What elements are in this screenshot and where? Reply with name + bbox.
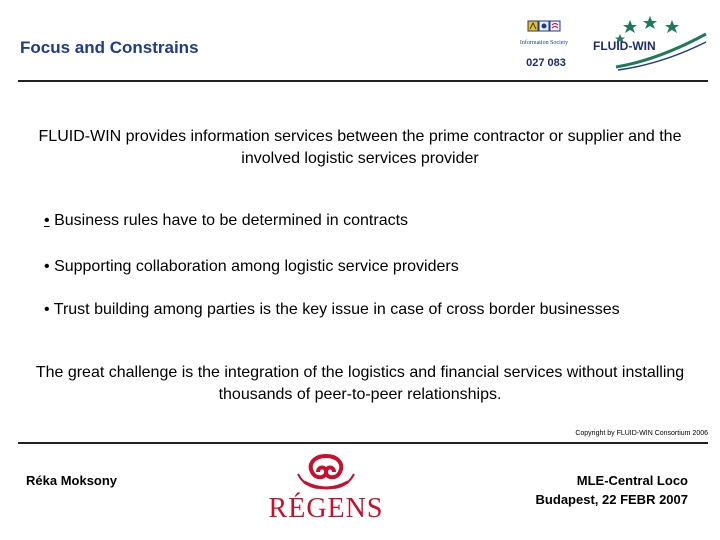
header-divider bbox=[18, 80, 708, 82]
project-number: 027 083 bbox=[526, 57, 566, 69]
information-society-label: Information Society bbox=[519, 40, 569, 46]
event-location-date: Budapest, 22 FEBR 2007 bbox=[535, 492, 688, 507]
regens-wordmark: RÉGENS bbox=[268, 493, 384, 524]
author-name: Réka Moksony bbox=[26, 473, 118, 488]
challenge-statement: The great challenge is the integration of the logistics and financial services without installing thousands of peer-to-peer relationships. bbox=[35, 364, 685, 403]
regens-emblem-icon bbox=[278, 452, 374, 492]
bullet-item bbox=[44, 256, 664, 278]
fluid-win-logo bbox=[588, 12, 710, 72]
bullet-marker: • bbox=[44, 258, 50, 275]
slide-title: Focus and Constrains bbox=[20, 38, 199, 57]
bullet-item bbox=[44, 299, 664, 321]
copyright-notice: Copyright by FLUID-WIN Consortium 2006 bbox=[575, 430, 708, 437]
fluid-win-wordmark: FLUID-WIN bbox=[593, 39, 656, 53]
bullet-text: Business rules have to be determined in contracts bbox=[54, 212, 409, 229]
bullet-text: Trust building among parties is the key issue in case of cross border businesses bbox=[53, 301, 620, 318]
bullet-marker: • bbox=[44, 301, 50, 318]
event-name: MLE-Central Loco bbox=[576, 473, 688, 488]
footer-divider bbox=[18, 442, 708, 444]
bullet-item bbox=[44, 210, 664, 232]
intro-statement: FLUID-WIN provides information services between the prime contractor or supplier and the involved logistic services provider bbox=[38, 128, 682, 167]
bullet-marker: • bbox=[44, 212, 50, 229]
bullet-text: Supporting collaboration among logistic service providers bbox=[54, 258, 459, 275]
